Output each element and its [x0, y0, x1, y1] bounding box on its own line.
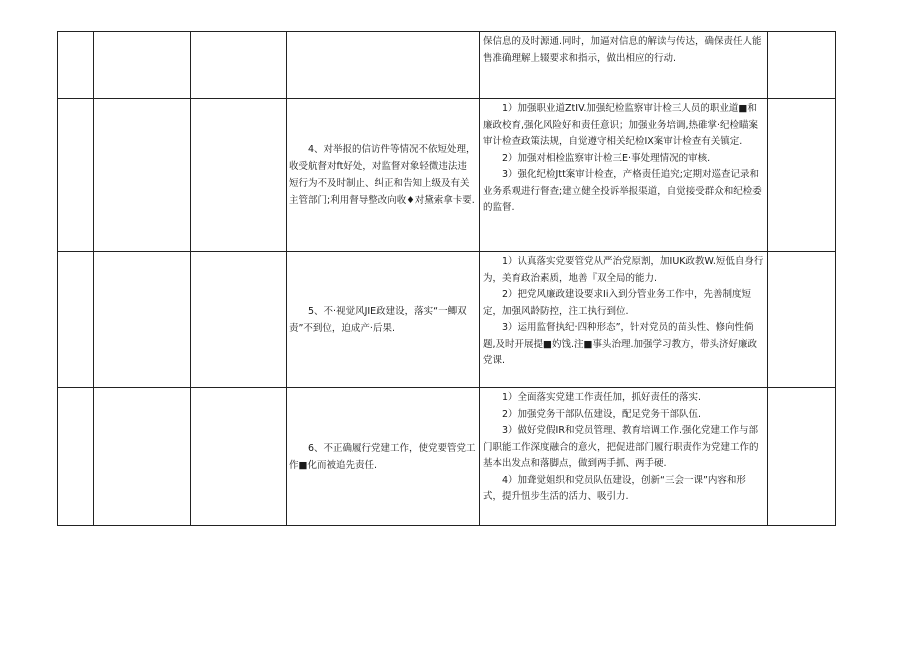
- table-cell-empty: [58, 252, 94, 388]
- table-row: [58, 32, 836, 99]
- risk-text: 4、对举报的信访件等情况不依短处理，收受航督对ft好处，对监督对象轻微违法违短行为不及时制止、纠正和告知上级及有关主管部门;利用督导整改向收♦对黛索拿卡要.: [289, 144, 476, 206]
- risk-text: 5、不·视觉风JIE政建设，落实“一鲫双责”不到位，迫成产·后果.: [289, 305, 467, 334]
- table-cell-empty: [768, 99, 836, 252]
- table-cell-empty: [58, 388, 94, 526]
- measures-cell: [480, 388, 768, 526]
- risk-control-table: [57, 31, 836, 526]
- table-cell-empty: [191, 252, 287, 388]
- table-row: [58, 252, 836, 388]
- measure-text: 3）强化纪检Jtt案审计检查，产格责任追究;定期对巡查记录和业务系观进行督查;建立健全投诉举报渠道，自觉接受群众和纪检委的监督.: [483, 169, 762, 213]
- measure-text: 3）做好党假IR和党员管理、教育培调工作.强化党建工作与部门职能工作深度融合的意火，把促进部门履行职责作为党建工作的基本出发点和落脚点，做到两手抓、两手硬.: [483, 425, 759, 469]
- risk-cell: [287, 388, 480, 526]
- table-cell-empty: [94, 99, 191, 252]
- table-cell-empty: [768, 388, 836, 526]
- table-cell-empty: [58, 99, 94, 252]
- table-cell-empty: [768, 32, 836, 99]
- measures-cell: [480, 32, 768, 99]
- measure-text: 3）运用监督执纪·四种形态”，针对党员的苗头性、修向性倘题,及时开展提■妁饯.注■事头治理.加强学习教方，带头济好廉政党课.: [483, 322, 758, 366]
- table-cell-empty: [191, 388, 287, 526]
- table-cell-empty: [191, 32, 287, 99]
- risk-cell: [287, 99, 480, 252]
- measure-text: 2）加强对相检监察审计检三E·事处理情况的审核.: [502, 152, 711, 164]
- table-cell-empty: [94, 32, 191, 99]
- measure-text: 1）加强职业道ZtIV.加强纪检监察审计检三人员的职业道■和廉政校育,强化风险好和责任意识；加强业务培调,热碓掌·纪检瞄案审计检查政策法规，自觉遵守相关纪检IX案审计检查有关镇定.: [483, 103, 759, 147]
- risk-cell: [287, 252, 480, 388]
- measure-text: 2）把党风廉政建设要求Ii入到分管业务工作中，先善制度短定，加强风龄防控，注工执行到位.: [483, 289, 751, 317]
- risk-cell: [287, 32, 480, 99]
- risk-text: 6、不正确履行党建工作，使党要管党工作■化而被追先责任.: [289, 442, 476, 471]
- measure-text: 1）全面落实党建工作责任加，抓好责任的落实.: [502, 392, 702, 403]
- measure-text: 2）加强党务干部队伍建设，配足党务干部队伍.: [502, 408, 702, 420]
- measure-text: 保信息的及时源通.同时，加逼对信息的解读与传达，确保责任人能售准确理解上辍要求和指示，做出相应的行动.: [483, 36, 762, 64]
- measure-text: 4）加聋觉姐织和党员队伍建设，创新“三会一课”内容和形式，提升忸步生活的活力、吸引力.: [483, 474, 746, 502]
- table-cell-empty: [58, 32, 94, 99]
- table-row: [58, 388, 836, 526]
- table-row: [58, 99, 836, 252]
- table-cell-empty: [94, 388, 191, 526]
- measure-text: 1）认真落实党要管党从严治党原割，加IUK政教W.短低自身行为，美育政治素质，地善『双全局的能力.: [483, 256, 764, 284]
- table-cell-empty: [94, 252, 191, 388]
- measures-cell: [480, 99, 768, 252]
- table-cell-empty: [191, 99, 287, 252]
- measures-cell: [480, 252, 768, 388]
- table-cell-empty: [768, 252, 836, 388]
